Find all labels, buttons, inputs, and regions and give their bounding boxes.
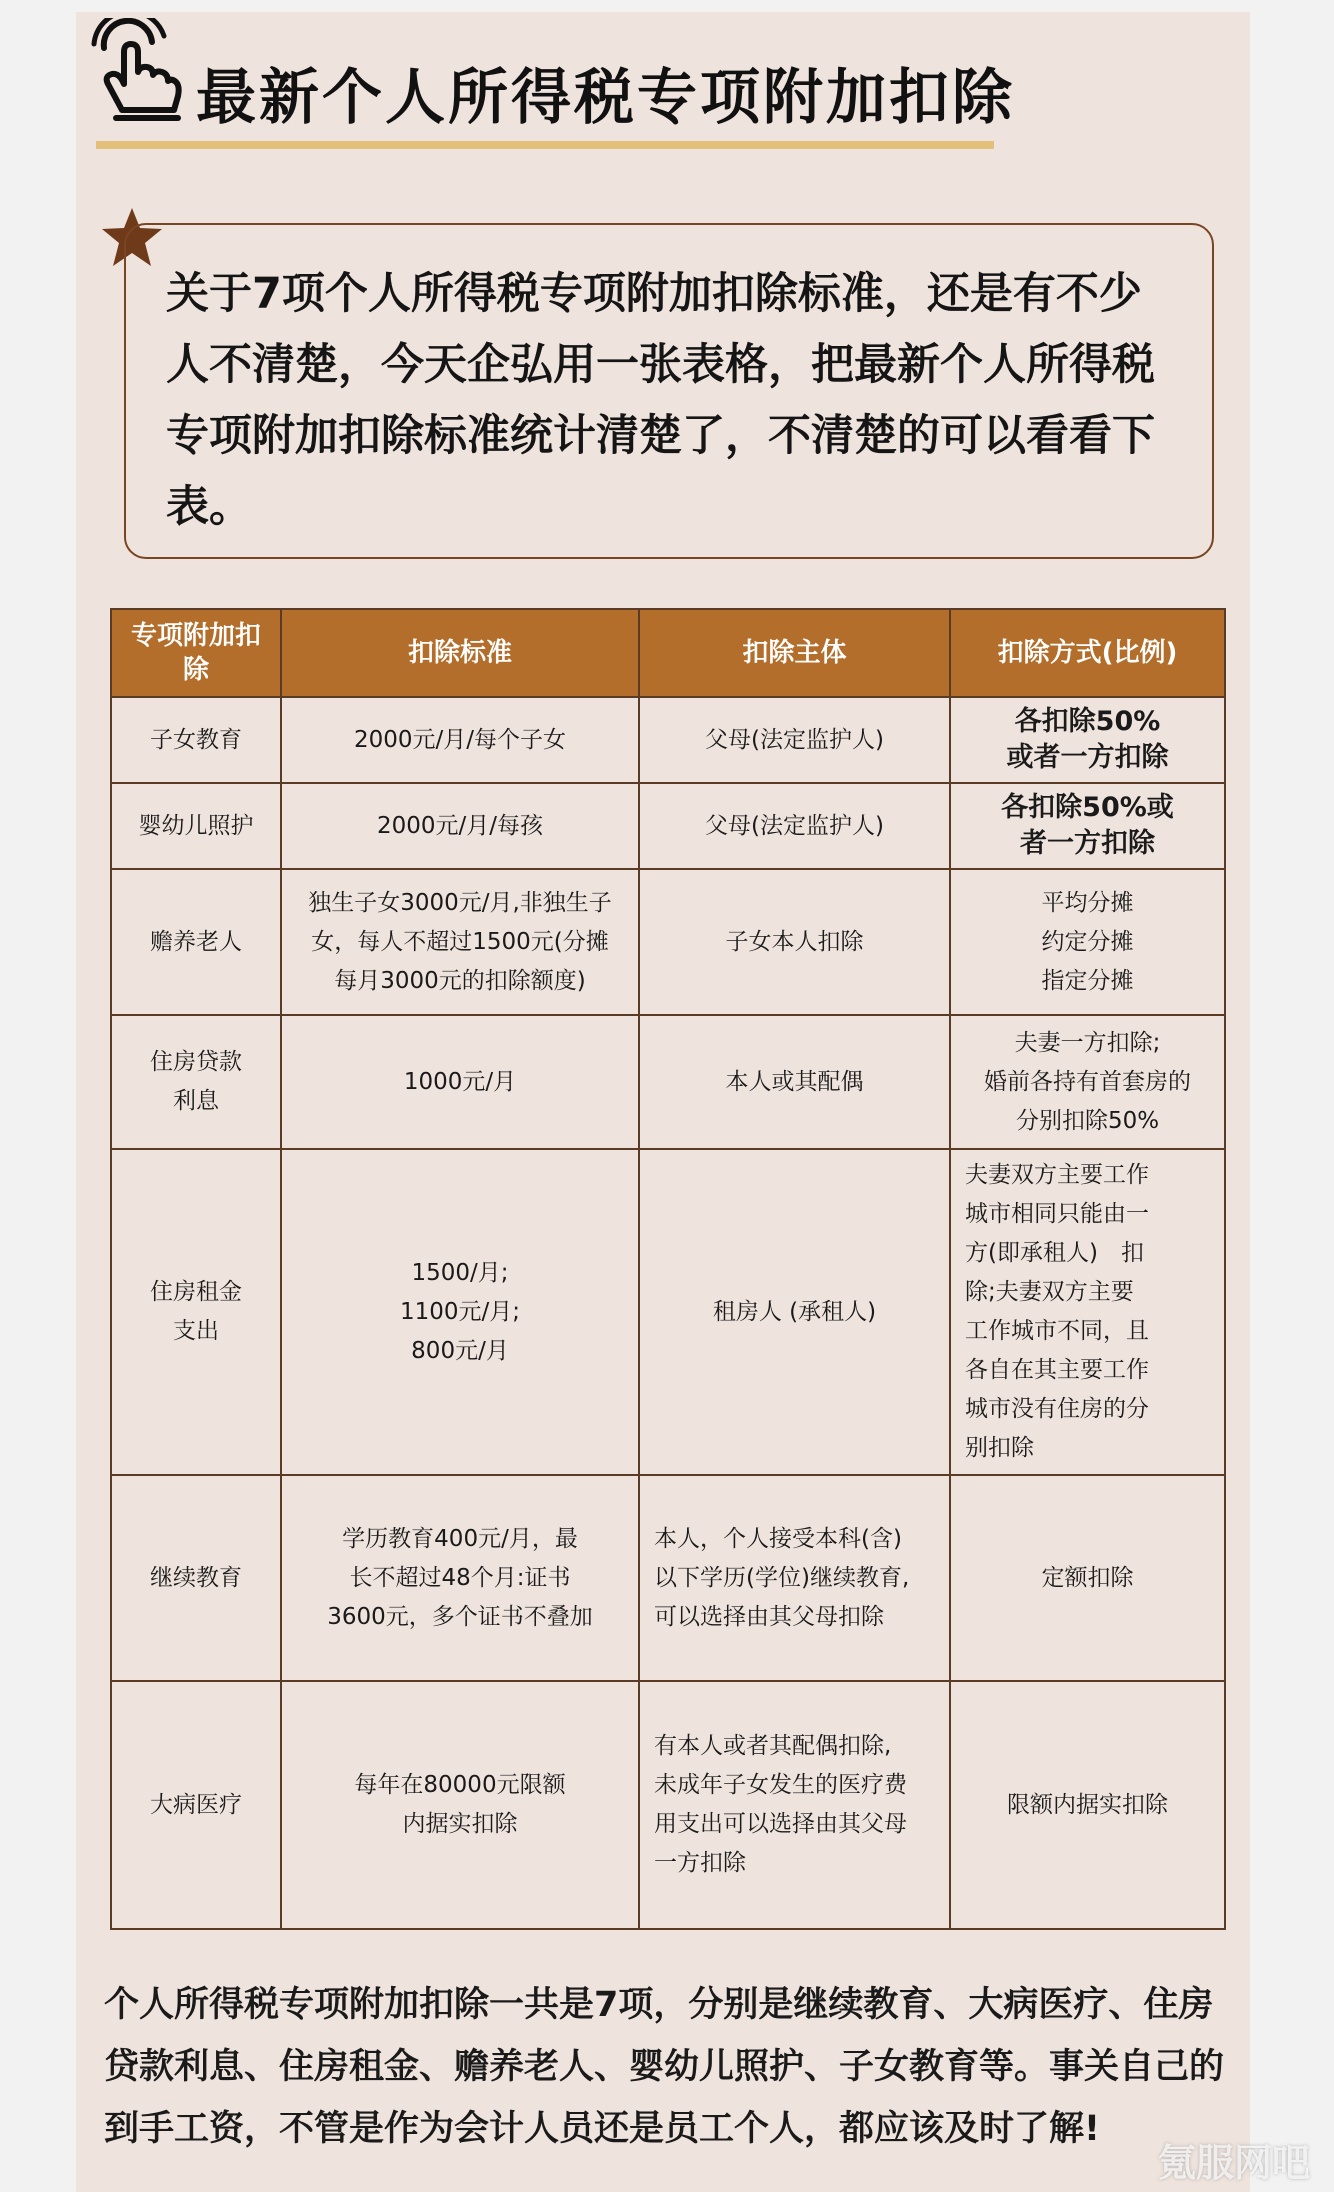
standard-cell: [281, 869, 639, 1015]
subject-cell-line: 以下学历(学位)继续教育,: [654, 1564, 910, 1591]
header-mode: 扣除方式(比例): [950, 609, 1225, 697]
summary-text: 个人所得税专项附加扣除一共是7项，分别是继续教育、大病医疗、住房贷款利息、住房租金、赡养老人、婴幼儿照护、子女教育等。事关自己的到手工资，不管是作为会计人员还是员工个人，都应该及时了解!: [104, 1985, 1225, 2149]
subject-cell-line: 本人或其配偶: [725, 1068, 864, 1095]
mode-cell: [950, 697, 1225, 783]
standard-cell-line: 800元/月: [411, 1337, 509, 1364]
standard-cell-line: 独生子女3000元/月,非独生子: [308, 889, 612, 916]
item-cell-line: 大病医疗: [150, 1791, 242, 1818]
standard-cell-line: 每月3000元的扣除额度): [334, 967, 586, 994]
standard-cell-line: 3600元，多个证书不叠加: [327, 1603, 593, 1630]
table-row: [111, 1015, 1225, 1149]
mode-cell-line: 限额内据实扣除: [1007, 1791, 1168, 1818]
item-cell-line: 继续教育: [150, 1564, 242, 1591]
subject-cell-line: 租房人 (承租人): [712, 1298, 877, 1325]
mode-cell-line: 城市没有住房的分: [965, 1396, 1149, 1422]
mode-cell-line: 夫妻一方扣除;: [1014, 1029, 1161, 1056]
mode-cell: [950, 869, 1225, 1015]
intro-box: [124, 223, 1214, 559]
item-cell-line: 支出: [173, 1318, 219, 1344]
table-row: [111, 1681, 1225, 1929]
table-row: [111, 1475, 1225, 1681]
standard-cell: [281, 697, 639, 783]
subject-cell: [639, 697, 950, 783]
page-title: 最新个人所得税专项附加扣除: [196, 63, 1015, 133]
subject-cell-line: 未成年子女发生的医疗费: [654, 1772, 907, 1798]
header-standard: 扣除标准: [281, 609, 639, 697]
item-cell: [111, 697, 281, 783]
standard-cell-line: 1500/月;: [411, 1259, 509, 1286]
standard-cell-line: 1100元/月;: [399, 1298, 521, 1325]
table-row: [111, 869, 1225, 1015]
item-cell: [111, 1149, 281, 1475]
mode-cell: [950, 1681, 1225, 1929]
item-cell: [111, 783, 281, 869]
subject-cell: [639, 1475, 950, 1681]
standard-cell: [281, 1149, 639, 1475]
subject-cell: [639, 1681, 950, 1929]
standard-cell-line: 内据实扣除: [402, 1811, 518, 1837]
subject-cell-line: 父母(法定监护人): [705, 726, 884, 753]
subject-cell: [639, 783, 950, 869]
subject-cell-line: 本人，个人接受本科(含): [654, 1525, 902, 1552]
mode-cell-line: 方(即承租人) 扣: [965, 1240, 1144, 1266]
mode-cell-line: 定额扣除: [1041, 1564, 1134, 1591]
table-row: [111, 783, 1225, 869]
standard-cell-line: 1000元/月: [403, 1068, 517, 1095]
header-subject: 扣除主体: [639, 609, 950, 697]
item-cell-line: 子女教育: [150, 726, 242, 753]
item-cell: [111, 1015, 281, 1149]
mode-cell: [950, 783, 1225, 869]
mode-cell-line: 分别扣除50%: [1015, 1107, 1160, 1134]
item-cell: [111, 869, 281, 1015]
subject-cell-line: 父母(法定监护人): [705, 812, 884, 839]
item-cell: [111, 1475, 281, 1681]
mode-cell-line: 工作城市不同，且: [965, 1318, 1149, 1344]
mode-cell-line: 城市相同只能由一: [965, 1201, 1149, 1227]
standard-cell-line: 学历教育400元/月，最: [342, 1525, 578, 1552]
standard-cell-line: 长不超过48个月:证书: [349, 1564, 571, 1591]
standard-cell: [281, 783, 639, 869]
pointing-hand-icon: [90, 18, 182, 122]
subject-cell-line: 子女本人扣除: [725, 928, 864, 955]
mode-cell: [950, 1475, 1225, 1681]
standard-cell-line: 每年在80000元限额: [354, 1772, 566, 1798]
standard-cell-line: 女，每人不超过1500元(分摊: [311, 928, 609, 955]
subject-cell: [639, 1149, 950, 1475]
item-cell-line: 住房租金: [150, 1279, 242, 1305]
mode-cell-line: 夫妻双方主要工作: [965, 1162, 1149, 1188]
mode-cell: [950, 1015, 1225, 1149]
mode-cell-line: 各自在其主要工作: [965, 1357, 1149, 1383]
mode-cell-line: 指定分摊: [1041, 967, 1134, 994]
mode-cell: [950, 1149, 1225, 1475]
standard-cell: [281, 1015, 639, 1149]
mode-cell-line: 别扣除: [965, 1435, 1034, 1461]
table-row: [111, 697, 1225, 783]
mode-cell-line: 平均分摊: [1041, 889, 1134, 916]
deduction-table: [110, 608, 1226, 1930]
mode-cell-line: 各扣除50%或: [1001, 792, 1174, 823]
mode-cell-line: 婚前各持有首套房的: [984, 1068, 1191, 1095]
standard-cell-line: 2000元/月/每个子女: [353, 726, 567, 753]
subject-cell: [639, 869, 950, 1015]
item-cell-line: 利息: [173, 1088, 219, 1114]
standard-cell: [281, 1475, 639, 1681]
item-cell: [111, 1681, 281, 1929]
item-cell-line: 婴幼儿照护: [138, 812, 254, 839]
subject-cell-line: 一方扣除: [654, 1850, 746, 1876]
mode-cell-line: 除;夫妻双方主要: [965, 1279, 1134, 1305]
table-header-row: [111, 609, 1225, 697]
mode-cell-line: 约定分摊: [1041, 928, 1134, 955]
item-cell-line: 住房贷款: [150, 1049, 242, 1075]
mode-cell-line: 或者一方扣除: [1006, 742, 1169, 773]
intro-text: 关于7项个人所得税专项附加扣除标准，还是有不少人不清楚，今天企弘用一张表格，把最新个人所得税专项附加扣除标准统计清楚了，不清楚的可以看看下表。: [166, 269, 1155, 532]
standard-cell-line: 2000元/月/每孩: [376, 812, 544, 839]
item-cell-line: 赡养老人: [150, 928, 242, 955]
subject-cell-line: 用支出可以选择由其父母: [654, 1811, 907, 1837]
watermark: 氪服网吧: [1158, 2141, 1311, 2185]
subject-cell-line: 可以选择由其父母扣除: [654, 1603, 884, 1630]
title-underline: [96, 141, 994, 149]
subject-cell: [639, 1015, 950, 1149]
mode-cell-line: 各扣除50%: [1014, 706, 1161, 737]
header-item: 专项附加扣除: [111, 609, 281, 697]
subject-cell-line: 有本人或者其配偶扣除,: [654, 1733, 892, 1759]
mode-cell-line: 者一方扣除: [1020, 828, 1155, 859]
table-row: [111, 1149, 1225, 1475]
standard-cell: [281, 1681, 639, 1929]
